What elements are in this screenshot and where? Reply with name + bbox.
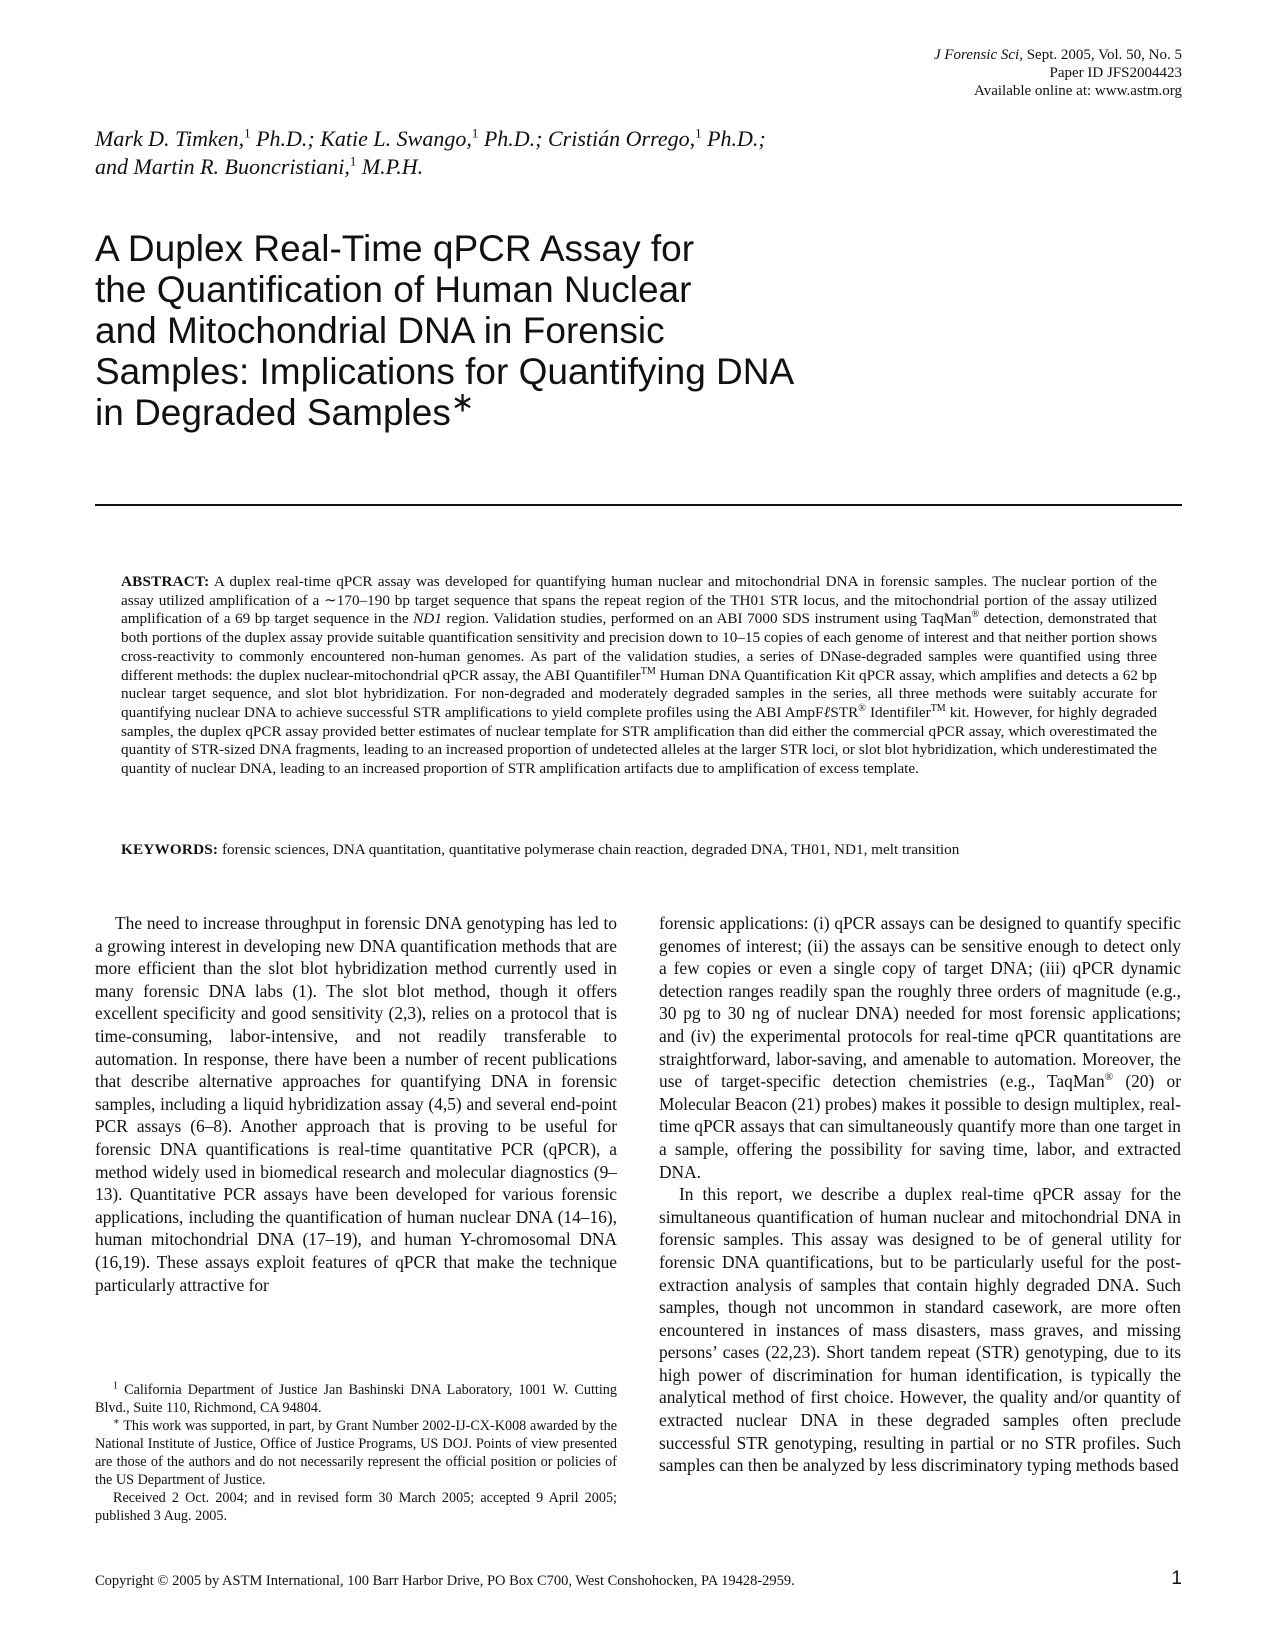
journal-citation <box>700 46 1182 64</box>
author-list <box>95 125 1045 181</box>
footnote-affiliation <box>95 1381 617 1417</box>
author-degree: M.P.H. <box>356 154 424 179</box>
page-number: 1 <box>1171 1568 1182 1589</box>
journal-issue: Sept. 2005, Vol. 50, No. 5 <box>1022 47 1182 63</box>
affiliation-mark: 1 <box>471 125 479 141</box>
footnote-funding <box>95 1417 617 1489</box>
title-line: in Degraded Samples <box>95 392 451 433</box>
registered-mark: ® <box>1104 1071 1114 1084</box>
body-text: (20) or Molecular Beacon (21) probes) makes it possible to design multiplex, real-time qPCR assays that can simultaneously quantify more than one target in a sample, offering the possibility for saving time, labor, and extracted DNA. <box>659 1071 1182 1182</box>
online-availability: Available online at: www.astm.org <box>973 83 1182 99</box>
footnote-text: This work was supported, in part, by Grant Number 2002-IJ-CX-K008 awarded by the National Institute of Justice, Office of Justice Programs, US DOJ. Points of view presented are those of the authors and do not necessarily represent the official position or policies of the US Department of Justice. <box>95 1418 617 1488</box>
body-column-right <box>659 912 1181 1477</box>
trademark-mark: TM <box>930 702 946 714</box>
author-conjunction: and <box>95 154 134 179</box>
body-paragraph <box>659 912 1181 1183</box>
body-column-left <box>95 912 617 1296</box>
footnote-text: California Department of Justice Jan Bashinski DNA Laboratory, 1001 W. Cutting Blvd., Suite 110, Richmond, CA 94804. <box>95 1382 617 1416</box>
body-paragraph: In this report, we describe a duplex real-time qPCR assay for the simultaneous quantification of human nuclear and mitochondrial DNA in forensic samples. This assay was designed to be of general utility for forensic DNA quantifications, but to be particularly useful for the post-extraction analysis of samples that contain highly degraded DNA. Such samples, though not uncommon in standard casework, are more often encountered in instances of mass disasters, mass graves, and missing persons’ cases (22,23). Short tandem repeat (STR) genotyping, due to its high power of discrimination for human identification, is typically the analytical method of first choice. However, the quality and/or quantity of extracted nuclear DNA in these degraded samples often preclude successful STR genotyping, resulting in partial or no STR profiles. Such samples can then be analyzed by less discriminatory typing methods based <box>659 1184 1181 1476</box>
trademark-mark: TM <box>640 665 656 677</box>
author-name: Mark D. Timken, <box>95 126 245 151</box>
body-text: forensic applications: (i) qPCR assays can be designed to quantify specific genomes of interest; (ii) the assays can be sensitive enough to detect only a few copies or even a single copy of target DNA; (iii) qPCR dynamic detection ranges readily span the roughly three orders of magnitude (e.g., 30 pg to 30 ng of nuclear DNA) needed for most forensic applications; and (iv) the experimental protocols for real-time qPCR quantitations are straightforward, labor-saving, and amenable to automation. Moreover, the use of target-specific detection chemistries (e.g., TaqMan <box>659 913 1181 1092</box>
abstract-gene-name: ND1 <box>413 610 442 628</box>
title-divider <box>95 504 1182 506</box>
paper-id: Paper ID JFS2004423 <box>1049 65 1182 81</box>
keywords <box>121 840 1171 859</box>
footnote-mark: 1 <box>113 1380 118 1392</box>
abstract <box>121 573 1157 779</box>
abstract-text: A duplex real-time qPCR assay was developed for quantifying human nuclear and mitochondrial DNA in forensic samples. The nuclear portion of the assay utilized amplification of a ∼170–190 bp target sequence that spans the repeat region of the TH01 STR locus, and the mitochondrial portion of the assay utilized amplification of a 69 bp target sequence in the <box>121 573 1157 628</box>
title-footnote-mark: ∗ <box>450 386 475 418</box>
affiliation-mark: 1 <box>244 125 251 141</box>
author-name: Katie L. Swango, <box>320 126 472 151</box>
affiliation-mark: 1 <box>695 125 702 141</box>
journal-name: J Forensic Sci, <box>933 47 1023 63</box>
title-line: the Quantification of Human Nuclear <box>95 269 692 310</box>
author-name: Cristián Orrego, <box>547 126 696 151</box>
title-line: Samples: Implications for Quantifying DNA <box>95 351 795 392</box>
body-paragraph: The need to increase throughput in forensic DNA genotyping has led to a growing interest in developing new DNA quantification methods that are more efficient than the slot blot hybridization method currently used in many forensic DNA labs (1). The slot blot method, though it offers excellent specificity and good sensitivity (2,3), relies on a protocol that is time-consuming, labor-intensive, and not readily transferable to automation. In response, there have been a number of recent publications that describe alternative approaches for quantifying DNA in forensic samples, including a liquid hybridization assay (4,5) and several end-point PCR assays (6–8). Another approach that is proving to be useful for forensic DNA quantifications is real-time quantitative PCR (qPCR), a method widely used in biomedical research and molecular diagnostics (9–13). Quantitative PCR assays have been developed for various forensic applications, including the quantification of human nuclear DNA (14–16), human mitochondrial DNA (17–19), and human Y-chromosomal DNA (16,19). These assays exploit features of qPCR that make the technique particularly attractive for <box>95 913 617 1295</box>
abstract-text: Identifiler <box>865 703 931 721</box>
title-line: A Duplex Real-Time qPCR Assay for <box>95 228 695 269</box>
abstract-text: region. Validation studies, performed on an ABI 7000 SDS instrument using TaqMan <box>441 610 972 628</box>
abstract-text: kit. However, for highly degraded samples, the duplex qPCR assay provided better estimates of nuclear template for STR amplification than did either the commercial qPCR assay, which overestimated the quantity of STR-sized DNA fragments, leading to an increased proportion of undetected alleles at the larger STR loci, or slot blot hybridization, which underestimated the quantity of nuclear DNA, leading to an increased proportion of STR amplification artifacts due to amplification of excess template. <box>121 703 1157 778</box>
abstract-label: ABSTRACT: <box>121 573 210 590</box>
abstract-text: detection, demonstrated that both portions of the duplex assay provide suitable quantification sensitivity and precision down to 10–15 copies of each genome of interest and that neither portion shows cross-reactivity to commonly encountered non-human genomes. As part of the validation studies, a series of DNase-degraded samples were quantified using three different methods: the duplex nuclear-mitochondrial qPCR assay, the ABI Quantifiler <box>121 610 1158 684</box>
title-line: and Mitochondrial DNA in Forensic <box>95 310 665 351</box>
abstract-text: Human DNA Quantification Kit qPCR assay, which amplifies and detects a 62 bp nuclear target sequence, and slot blot hybridization. For non-degraded and moderately degraded samples in the series, all three methods were suitably accurate for quantifying nuclear DNA to achieve successful STR amplifications to yield complete profiles using the ABI AmpF <box>121 666 1157 721</box>
abstract-ell-symbol: ℓ <box>823 703 831 721</box>
copyright-notice: Copyright © 2005 by ASTM International, 100 Barr Harbor Drive, PO Box C700, West Conshohocken, PA 19428-2959. <box>95 1573 795 1589</box>
author-degree: Ph.D.; <box>478 126 548 151</box>
paper-title <box>95 228 895 433</box>
affiliation-mark: 1 <box>349 153 357 169</box>
abstract-text: STR <box>830 703 859 721</box>
footnotes <box>95 1381 617 1525</box>
author-degree: Ph.D.; <box>250 126 321 151</box>
received-dates: Received 2 Oct. 2004; and in revised form 30 March 2005; accepted 9 April 2005; published 3 Aug. 2005. <box>95 1490 617 1524</box>
registered-mark: ® <box>858 702 866 714</box>
keywords-label: KEYWORDS: <box>121 841 219 858</box>
author-name: Martin R. Buoncristiani, <box>133 154 350 179</box>
footnote-mark: ∗ <box>113 1416 120 1428</box>
registered-mark: ® <box>971 609 980 621</box>
journal-header <box>700 46 1182 100</box>
author-degree: Ph.D.; <box>701 126 766 151</box>
keywords-text: forensic sciences, DNA quantitation, quantitative polymerase chain reaction, degraded DNA, TH01, ND1, melt transition <box>218 841 960 858</box>
